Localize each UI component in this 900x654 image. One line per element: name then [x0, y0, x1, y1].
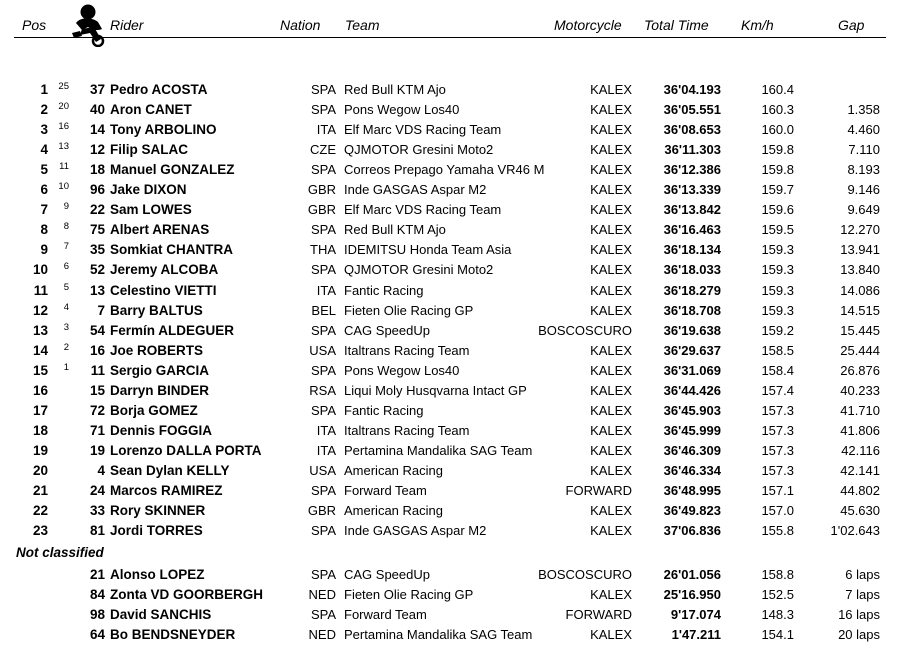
table-row — [0, 180, 900, 200]
total-time-cell: 36'18.279 — [663, 283, 721, 298]
speed-cell: 159.8 — [761, 162, 794, 177]
table-row — [0, 441, 900, 461]
rider-name-cell: Jake DIXON — [110, 182, 187, 197]
gap-cell: 15.445 — [840, 323, 880, 338]
rider-number-cell: 52 — [89, 262, 105, 277]
team-cell: Elf Marc VDS Racing Team — [344, 202, 502, 217]
rider-number-cell: 40 — [89, 102, 105, 117]
total-time-cell: 36'45.999 — [663, 423, 721, 438]
nation-cell: SPA — [310, 102, 336, 117]
gap-cell: 45.630 — [840, 503, 880, 518]
position-cell: 22 — [32, 503, 48, 518]
speed-cell: 157.3 — [761, 443, 794, 458]
position-cell: 7 — [40, 202, 48, 217]
nation-cell: SPA — [310, 483, 336, 498]
total-time-cell: 25'16.950 — [663, 587, 721, 602]
motorcycle-cell: KALEX — [590, 202, 632, 217]
table-row — [0, 160, 900, 180]
nation-cell: SPA — [310, 162, 336, 177]
gap-cell: 12.270 — [840, 222, 880, 237]
points-cell: 11 — [59, 161, 69, 172]
motorcycle-cell: KALEX — [590, 363, 632, 378]
rider-number-cell: 98 — [89, 607, 105, 622]
position-cell: 6 — [40, 182, 48, 197]
gap-cell: 9.146 — [847, 182, 880, 197]
team-cell: CAG SpeedUp — [344, 323, 430, 338]
points-cell: 20 — [58, 101, 69, 112]
team-cell: Fantic Racing — [344, 283, 424, 298]
rider-number-cell: 21 — [89, 567, 105, 582]
team-cell: Correos Prepago Yamaha VR46 M — [344, 162, 545, 177]
points-cell: 13 — [58, 141, 69, 152]
points-cell: 8 — [63, 221, 69, 232]
table-row — [0, 100, 900, 120]
total-time-cell: 36'18.033 — [663, 262, 721, 277]
rider-name-cell: Rory SKINNER — [110, 503, 206, 518]
total-time-cell: 26'01.056 — [663, 567, 721, 582]
gap-cell: 44.802 — [840, 483, 880, 498]
table-row — [0, 521, 900, 541]
nation-cell: ITA — [316, 122, 336, 137]
gap-cell: 14.515 — [840, 303, 880, 318]
motorcycle-cell: KALEX — [590, 443, 632, 458]
motorcycle-cell: KALEX — [590, 343, 632, 358]
rider-number-cell: 14 — [89, 122, 105, 137]
points-cell: 6 — [63, 261, 69, 272]
team-cell: Pertamina Mandalika SAG Team — [344, 627, 533, 642]
motorcycle-cell: KALEX — [590, 503, 632, 518]
motorcycle-cell: KALEX — [590, 142, 632, 157]
gap-cell: 1'02.643 — [830, 523, 880, 538]
nation-cell: BEL — [311, 303, 336, 318]
position-cell: 13 — [32, 323, 48, 338]
speed-cell: 159.3 — [761, 262, 794, 277]
position-cell: 10 — [32, 262, 48, 277]
motorcycle-cell: KALEX — [590, 182, 632, 197]
speed-cell: 157.3 — [761, 403, 794, 418]
speed-cell: 158.5 — [761, 343, 794, 358]
nation-cell: SPA — [310, 222, 336, 237]
rider-number-cell: 71 — [89, 423, 105, 438]
rider-name-cell: Sean Dylan KELLY — [110, 463, 230, 478]
motorcycle-cell: BOSCOSCURO — [538, 567, 632, 582]
team-cell: Fieten Olie Racing GP — [344, 587, 474, 602]
rider-name-cell: David SANCHIS — [110, 607, 212, 622]
position-cell: 12 — [32, 303, 48, 318]
speed-cell: 160.4 — [761, 82, 794, 97]
rider-name-cell: Zonta VD GOORBERGH — [110, 587, 264, 602]
gap-cell: 7 laps — [845, 587, 880, 602]
header-rider: Rider — [110, 17, 144, 33]
gap-cell: 8.193 — [847, 162, 880, 177]
speed-cell: 157.1 — [761, 483, 794, 498]
gap-cell: 41.806 — [840, 423, 880, 438]
speed-cell: 160.3 — [761, 102, 794, 117]
rider-number-cell: 11 — [90, 363, 105, 378]
rider-name-cell: Bo BENDSNEYDER — [110, 627, 236, 642]
header-team: Team — [345, 17, 380, 33]
total-time-cell: 36'05.551 — [663, 102, 721, 117]
rider-number-cell: 13 — [89, 283, 105, 298]
position-cell: 2 — [40, 102, 48, 117]
points-cell: 16 — [58, 121, 69, 132]
rider-number-cell: 75 — [89, 222, 105, 237]
total-time-cell: 36'46.309 — [663, 443, 721, 458]
speed-cell: 159.5 — [761, 222, 794, 237]
rider-name-cell: Alonso LOPEZ — [110, 567, 205, 582]
nation-cell: RSA — [309, 383, 336, 398]
speed-cell: 148.3 — [761, 607, 794, 622]
gap-cell: 13.941 — [840, 242, 880, 257]
team-cell: Italtrans Racing Team — [344, 423, 470, 438]
nation-cell: GBR — [307, 503, 336, 518]
nation-cell: GBR — [307, 202, 336, 217]
team-cell: Elf Marc VDS Racing Team — [344, 122, 502, 137]
motorcycle-cell: KALEX — [590, 283, 632, 298]
motorcycle-cell: KALEX — [590, 122, 632, 137]
gap-cell: 20 laps — [838, 627, 880, 642]
total-time-cell: 36'46.334 — [663, 463, 721, 478]
nation-cell: NED — [308, 587, 336, 602]
nation-cell: SPA — [310, 567, 336, 582]
motorcycle-cell: KALEX — [590, 82, 632, 97]
table-row — [0, 461, 900, 481]
team-cell: Fieten Olie Racing GP — [344, 303, 474, 318]
total-time-cell: 36'16.463 — [663, 222, 721, 237]
rider-name-cell: Marcos RAMIREZ — [110, 483, 223, 498]
motorcycle-cell: BOSCOSCURO — [538, 323, 632, 338]
results-header — [0, 0, 900, 40]
position-cell: 18 — [32, 423, 48, 438]
position-cell: 23 — [32, 523, 48, 538]
nation-cell: USA — [309, 343, 336, 358]
motorcycle-cell: FORWARD — [565, 607, 632, 622]
total-time-cell: 1'47.211 — [671, 627, 721, 642]
speed-cell: 157.4 — [761, 383, 794, 398]
motorcycle-cell: KALEX — [590, 222, 632, 237]
rider-name-cell: Tony ARBOLINO — [110, 122, 217, 137]
table-row — [0, 301, 900, 321]
team-cell: Fantic Racing — [344, 403, 424, 418]
gap-cell: 4.460 — [847, 122, 880, 137]
nation-cell: USA — [309, 463, 336, 478]
gap-cell: 14.086 — [840, 283, 880, 298]
total-time-cell: 36'11.303 — [664, 142, 721, 157]
points-cell: 3 — [63, 322, 69, 333]
nation-cell: SPA — [310, 607, 336, 622]
table-row — [0, 421, 900, 441]
speed-cell: 159.6 — [761, 202, 794, 217]
table-row — [0, 481, 900, 501]
rider-number-cell: 15 — [89, 383, 105, 398]
speed-cell: 157.3 — [761, 463, 794, 478]
team-cell: American Racing — [344, 503, 443, 518]
motorcycle-cell: KALEX — [590, 627, 632, 642]
position-cell: 19 — [32, 443, 48, 458]
gap-cell: 16 laps — [838, 607, 880, 622]
header-kmh: Km/h — [741, 17, 774, 33]
speed-cell: 159.2 — [761, 323, 794, 338]
rider-name-cell: Sergio GARCIA — [110, 363, 210, 378]
table-row — [0, 240, 900, 260]
gap-cell: 42.141 — [840, 463, 880, 478]
rider-name-cell: Sam LOWES — [110, 202, 192, 217]
motorcycle-cell: KALEX — [590, 242, 632, 257]
table-row — [0, 501, 900, 521]
position-cell: 9 — [40, 242, 48, 257]
gap-cell: 42.116 — [841, 443, 880, 458]
table-row — [0, 401, 900, 421]
points-cell: 25 — [58, 81, 69, 92]
header-divider — [14, 37, 886, 38]
motorcycle-rider-icon — [68, 3, 110, 47]
speed-cell: 155.8 — [761, 523, 794, 538]
total-time-cell: 36'18.708 — [663, 303, 721, 318]
nation-cell: SPA — [310, 403, 336, 418]
table-row — [0, 281, 900, 301]
rider-name-cell: Pedro ACOSTA — [110, 82, 208, 97]
total-time-cell: 36'48.995 — [663, 483, 721, 498]
rider-number-cell: 37 — [89, 82, 105, 97]
team-cell: Liqui Moly Husqvarna Intact GP — [344, 383, 527, 398]
motorcycle-cell: KALEX — [590, 383, 632, 398]
position-cell: 21 — [32, 483, 48, 498]
rider-name-cell: Barry BALTUS — [110, 303, 203, 318]
speed-cell: 159.8 — [761, 142, 794, 157]
table-row — [0, 585, 900, 605]
rider-name-cell: Borja GOMEZ — [110, 403, 198, 418]
position-cell: 3 — [40, 122, 48, 137]
rider-name-cell: Celestino VIETTI — [110, 283, 217, 298]
table-row — [0, 200, 900, 220]
rider-number-cell: 81 — [89, 523, 105, 538]
total-time-cell: 36'13.339 — [663, 182, 721, 197]
rider-number-cell: 19 — [89, 443, 105, 458]
nation-cell: ITA — [316, 423, 336, 438]
team-cell: Inde GASGAS Aspar M2 — [344, 523, 487, 538]
points-cell: 9 — [63, 201, 69, 212]
team-cell: Forward Team — [344, 483, 427, 498]
position-cell: 15 — [32, 363, 48, 378]
rider-number-cell: 12 — [89, 142, 105, 157]
position-cell: 14 — [32, 343, 48, 358]
points-cell: 7 — [63, 241, 69, 252]
rider-number-cell: 16 — [89, 343, 105, 358]
rider-name-cell: Jordi TORRES — [110, 523, 203, 538]
table-row — [0, 321, 900, 341]
not-classified-label: Not classified — [16, 545, 104, 560]
total-time-cell: 36'13.842 — [663, 202, 721, 217]
header-total-time: Total Time — [644, 17, 709, 33]
points-cell: 5 — [63, 282, 69, 293]
rider-name-cell: Jeremy ALCOBA — [110, 262, 219, 277]
nation-cell: SPA — [310, 82, 336, 97]
speed-cell: 154.1 — [761, 627, 794, 642]
rider-number-cell: 24 — [89, 483, 105, 498]
motorcycle-cell: KALEX — [590, 162, 632, 177]
total-time-cell: 36'49.823 — [663, 503, 721, 518]
rider-number-cell: 18 — [89, 162, 105, 177]
points-cell: 1 — [63, 362, 69, 373]
position-cell: 11 — [33, 283, 48, 298]
table-row — [0, 140, 900, 160]
rider-name-cell: Somkiat CHANTRA — [110, 242, 234, 257]
rider-name-cell: Manuel GONZALEZ — [110, 162, 235, 177]
speed-cell: 159.7 — [761, 182, 794, 197]
team-cell: Italtrans Racing Team — [344, 343, 470, 358]
rider-name-cell: Dennis FOGGIA — [110, 423, 213, 438]
rider-number-cell: 54 — [89, 323, 105, 338]
speed-cell: 157.3 — [761, 423, 794, 438]
position-cell: 20 — [32, 463, 48, 478]
gap-cell: 7.110 — [848, 142, 880, 157]
points-cell: 10 — [58, 181, 69, 192]
position-cell: 1 — [40, 82, 48, 97]
gap-cell: 40.233 — [840, 383, 880, 398]
speed-cell: 158.8 — [761, 567, 794, 582]
speed-cell: 159.3 — [761, 242, 794, 257]
rider-name-cell: Lorenzo DALLA PORTA — [110, 443, 262, 458]
motorcycle-cell: KALEX — [590, 303, 632, 318]
motorcycle-cell: FORWARD — [565, 483, 632, 498]
speed-cell: 157.0 — [761, 503, 794, 518]
speed-cell: 159.3 — [761, 283, 794, 298]
rider-number-cell: 96 — [89, 182, 105, 197]
position-cell: 16 — [32, 383, 48, 398]
team-cell: American Racing — [344, 463, 443, 478]
table-row — [0, 381, 900, 401]
table-row — [0, 80, 900, 100]
motorcycle-cell: KALEX — [590, 523, 632, 538]
points-cell: 2 — [63, 342, 69, 353]
nation-cell: SPA — [310, 323, 336, 338]
motorcycle-cell: KALEX — [590, 423, 632, 438]
gap-cell: 1.358 — [847, 102, 880, 117]
nation-cell: ITA — [316, 443, 336, 458]
nation-cell: GBR — [307, 182, 336, 197]
position-cell: 17 — [32, 403, 48, 418]
table-row — [0, 565, 900, 585]
rider-number-cell: 35 — [89, 242, 105, 257]
header-motorcycle: Motorcycle — [554, 17, 622, 33]
total-time-cell: 36'31.069 — [663, 363, 721, 378]
team-cell: Forward Team — [344, 607, 427, 622]
rider-name-cell: Fermín ALDEGUER — [110, 323, 235, 338]
total-time-cell: 36'45.903 — [663, 403, 721, 418]
rider-number-cell: 7 — [97, 303, 105, 318]
total-time-cell: 36'12.386 — [663, 162, 721, 177]
team-cell: Red Bull KTM Ajo — [344, 82, 446, 97]
speed-cell: 159.3 — [761, 303, 794, 318]
table-row — [0, 625, 900, 645]
gap-cell: 6 laps — [845, 567, 880, 582]
rider-name-cell: Filip SALAC — [110, 142, 188, 157]
position-cell: 5 — [40, 162, 48, 177]
motorcycle-cell: KALEX — [590, 403, 632, 418]
speed-cell: 152.5 — [761, 587, 794, 602]
header-gap: Gap — [838, 17, 865, 33]
nation-cell: ITA — [316, 283, 336, 298]
position-cell: 4 — [40, 142, 48, 157]
motorcycle-cell: KALEX — [590, 102, 632, 117]
nation-cell: SPA — [310, 262, 336, 277]
nation-cell: CZE — [310, 142, 336, 157]
team-cell: CAG SpeedUp — [344, 567, 430, 582]
table-row — [0, 341, 900, 361]
rider-name-cell: Joe ROBERTS — [110, 343, 204, 358]
gap-cell: 25.444 — [840, 343, 880, 358]
header-nation: Nation — [280, 17, 321, 33]
nation-cell: THA — [310, 242, 336, 257]
table-row — [0, 605, 900, 625]
total-time-cell: 36'04.193 — [663, 82, 721, 97]
table-row — [0, 361, 900, 381]
team-cell: QJMOTOR Gresini Moto2 — [344, 262, 494, 277]
gap-cell: 9.649 — [847, 202, 880, 217]
nation-cell: SPA — [310, 363, 336, 378]
team-cell: Inde GASGAS Aspar M2 — [344, 182, 487, 197]
rider-name-cell: Aron CANET — [110, 102, 192, 117]
motorcycle-cell: KALEX — [590, 587, 632, 602]
nation-cell: SPA — [310, 523, 336, 538]
motorcycle-cell: KALEX — [590, 262, 632, 277]
header-pos: Pos — [22, 17, 47, 33]
position-cell: 8 — [40, 222, 48, 237]
rider-number-cell: 33 — [89, 503, 105, 518]
rider-number-cell: 22 — [89, 202, 105, 217]
speed-cell: 160.0 — [761, 122, 794, 137]
table-row — [0, 260, 900, 280]
rider-number-cell: 64 — [89, 627, 105, 642]
speed-cell: 158.4 — [761, 363, 794, 378]
table-row — [0, 220, 900, 240]
nation-cell: NED — [308, 627, 336, 642]
team-cell: Pons Wegow Los40 — [344, 363, 460, 378]
total-time-cell: 9'17.074 — [670, 607, 721, 622]
points-cell: 4 — [63, 302, 69, 313]
table-row — [0, 120, 900, 140]
gap-cell: 26.876 — [840, 363, 880, 378]
rider-number-cell: 4 — [97, 463, 105, 478]
gap-cell: 13.840 — [840, 262, 880, 277]
motorcycle-cell: KALEX — [590, 463, 632, 478]
rider-name-cell: Darryn BINDER — [110, 383, 210, 398]
team-cell: Pertamina Mandalika SAG Team — [344, 443, 533, 458]
total-time-cell: 36'08.653 — [663, 122, 721, 137]
team-cell: Red Bull KTM Ajo — [344, 222, 446, 237]
total-time-cell: 37'06.836 — [663, 523, 721, 538]
total-time-cell: 36'29.637 — [663, 343, 721, 358]
team-cell: QJMOTOR Gresini Moto2 — [344, 142, 494, 157]
gap-cell: 41.710 — [840, 403, 880, 418]
team-cell: Pons Wegow Los40 — [344, 102, 460, 117]
rider-name-cell: Albert ARENAS — [110, 222, 210, 237]
total-time-cell: 36'19.638 — [663, 323, 721, 338]
total-time-cell: 36'44.426 — [663, 383, 721, 398]
rider-number-cell: 84 — [89, 587, 105, 602]
rider-number-cell: 72 — [89, 403, 105, 418]
total-time-cell: 36'18.134 — [663, 242, 721, 257]
team-cell: IDEMITSU Honda Team Asia — [344, 242, 512, 257]
